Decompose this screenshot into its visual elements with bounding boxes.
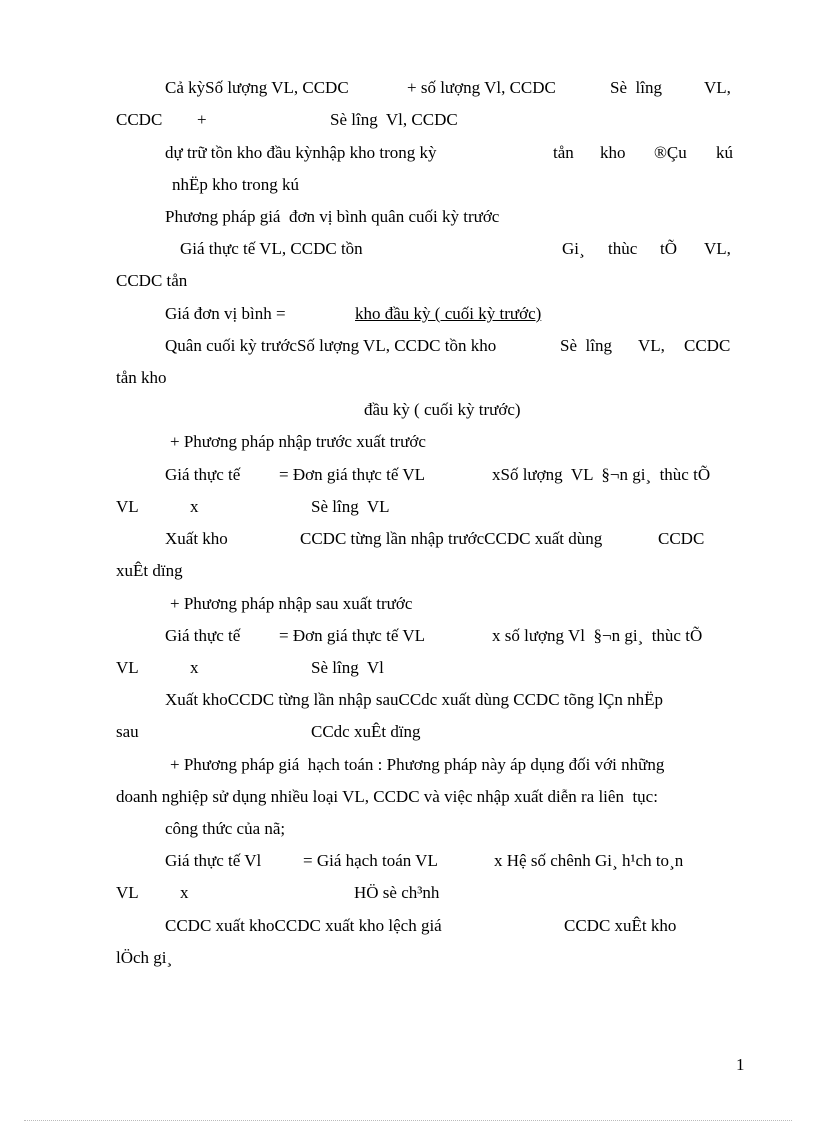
text-line-2: CCDC (116, 110, 163, 129)
text-line-27: CCDC xuÊt kho (564, 916, 677, 935)
text-line-18: Giá thực tế (165, 626, 241, 645)
text-line-26: x (180, 883, 189, 902)
text-line-1: VL, (704, 78, 731, 97)
text-line-18: x số lượng Vl §¬n gi¸ thùc tÕ (492, 626, 703, 645)
text-line-1: Sè lîng (610, 78, 662, 97)
text-line-14: x (190, 497, 199, 516)
text-line-10: tån kho (116, 368, 167, 387)
text-line-1: + số lượng Vl, CCDC (407, 78, 556, 97)
text-line-15: CCDC từng lần nhập trướcCCDC xuất dùng (300, 529, 603, 548)
text-line-21: CCdc xuÊt dïng (311, 722, 421, 741)
text-line-13: Giá thực tế (165, 465, 241, 484)
text-line-4: nhËp kho trong kú (172, 175, 300, 194)
text-line-1: Cả kỳSố lượng VL, CCDC (165, 78, 349, 97)
text-line-14: Sè lîng VL (311, 497, 390, 516)
text-line-8-underlined: kho đầu kỳ ( cuối kỳ trước) (355, 304, 542, 323)
text-line-25: x Hệ số chênh Gi¸ h¹ch to¸n (494, 851, 684, 870)
text-line-13: = Đơn giá thực tế VL (279, 465, 425, 484)
text-line-28: lÖch gi¸ (116, 948, 173, 967)
text-line-9: CCDC (684, 336, 731, 355)
text-line-16: xuÊt dïng (116, 561, 183, 580)
text-line-6: VL, (704, 239, 731, 258)
text-line-7: CCDC tån (116, 271, 188, 290)
text-line-26: HÖ sè ch³nh (354, 883, 440, 902)
text-line-9: Sè lîng (560, 336, 612, 355)
text-line-8: Giá đơn vị bình = (165, 304, 286, 323)
text-line-25: = Giá hạch toán VL (303, 851, 438, 870)
text-line-19: VL (116, 658, 139, 677)
text-line-11: đầu kỳ ( cuối kỳ trước) (364, 400, 521, 419)
text-line-6: Giá thực tế VL, CCDC tồn (180, 239, 363, 258)
text-line-5: Phương pháp giá đơn vị bình quân cuối kỳ trước (165, 207, 500, 226)
text-line-23: doanh nghiệp sử dụng nhiều loại VL, CCDC và việc nhập xuất diễn ra liên tục: (116, 787, 658, 806)
text-line-19: x (190, 658, 199, 677)
text-line-19: Sè lîng Vl (311, 658, 384, 677)
text-line-22: + Phương pháp giá hạch toán : Phương pháp này áp dụng đối với những (170, 755, 665, 774)
text-line-3: kho (600, 143, 626, 162)
text-line-13: xSố lượng VL §¬n gi¸ thùc tÕ (492, 465, 711, 484)
text-line-17: + Phương pháp nhập sau xuất trước (170, 594, 413, 613)
text-line-3: dự trữ tồn kho đầu kỳnhập kho trong kỳ (165, 143, 437, 162)
text-line-12: + Phương pháp nhập trước xuất trước (170, 432, 426, 451)
text-line-27: CCDC xuất khoCCDC xuất kho lệch giá (165, 916, 442, 935)
text-line-3: tån (553, 143, 574, 162)
text-line-9: VL, (638, 336, 665, 355)
text-line-24: công thức của nã; (165, 819, 286, 838)
text-line-6: Gi¸ (562, 239, 585, 258)
text-line-15: Xuất kho (165, 529, 228, 548)
text-line-20: Xuất khoCCDC từng lần nhập sauCCdc xuất dùng CCDC tõng lÇn nhËp (165, 690, 663, 709)
text-line-6: thùc (608, 239, 638, 258)
text-line-2: Sè lîng Vl, CCDC (330, 110, 458, 129)
text-line-25: Giá thực tế Vl (165, 851, 262, 870)
text-line-2: + (197, 110, 207, 129)
text-line-15: CCDC (658, 529, 705, 548)
page-bottom-divider (24, 1120, 792, 1121)
text-line-14: VL (116, 497, 139, 516)
text-line-9: Quân cuối kỳ trướcSố lượng VL, CCDC tồn kho (165, 336, 497, 355)
text-line-3: ®Çu (654, 143, 687, 162)
text-line-21: sau (116, 722, 139, 741)
text-line-6: tÕ (660, 239, 677, 258)
text-line-18: = Đơn giá thực tế VL (279, 626, 425, 645)
text-line-26: VL (116, 883, 139, 902)
text-line-3: kú (716, 143, 733, 162)
page-number: 1 (736, 1055, 745, 1074)
